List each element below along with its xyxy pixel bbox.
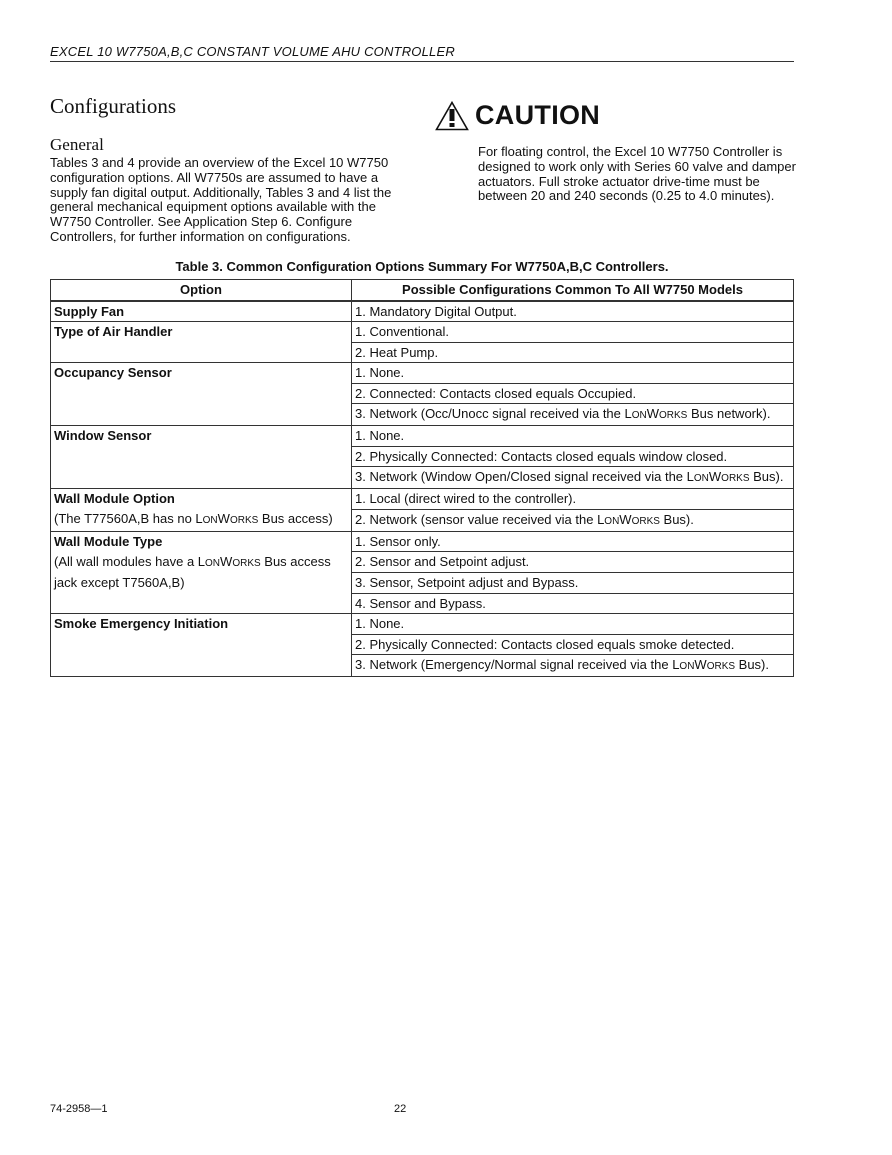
table-row — [51, 531, 794, 552]
configuration-cell: 1. Conventional. — [352, 322, 794, 343]
lonworks-trademark: LONWORKS — [624, 406, 688, 421]
section-subtitle: General — [50, 135, 104, 154]
configuration-cell: 4. Sensor and Bypass. — [352, 593, 794, 614]
table-row — [51, 363, 794, 384]
option-cell: Smoke Emergency Initiation — [51, 614, 352, 635]
caution-text: For floating control, the Excel 10 W7750 Controller is designed to work only with Series 60 valve and damper actuators. Full stroke actuator drive-time must be between 20 and 240 seconds (0.25 to 4.0 minutes). — [478, 144, 796, 204]
configuration-cell: 2. Heat Pump. — [352, 342, 794, 363]
table-row — [51, 467, 794, 489]
caution-box — [435, 100, 795, 204]
lonworks-trademark: LONWORKS — [197, 553, 261, 569]
option-cell: Type of Air Handler — [51, 322, 352, 343]
option-cell — [51, 446, 352, 467]
table-row — [51, 509, 794, 531]
lonworks-trademark: LONWORKS — [686, 469, 750, 484]
configuration-cell: 3. Network (Window Open/Closed signal received via the LONWORKS Bus). — [352, 467, 794, 489]
lonworks-trademark: LONWORKS — [195, 511, 259, 526]
configuration-cell: 1. None. — [352, 363, 794, 384]
intro-paragraph: Tables 3 and 4 provide an overview of the Excel 10 W7750 configuration options. All W7750s are assumed to have a supply fan digital output. Additionally, Tables 3 and 4 list the general mechanical equipment options available with the W7750 Controller. See Application Step 6. Configure Controllers, for further information on configurations. — [50, 155, 392, 244]
running-header: EXCEL 10 W7750A,B,C CONSTANT VOLUME AHU CONTROLLER — [50, 44, 794, 62]
option-cell: jack except T7560A,B) — [51, 573, 352, 594]
table-row — [51, 655, 794, 677]
configuration-cell: 1. Sensor only. — [352, 531, 794, 552]
table-row — [51, 383, 794, 404]
table-row — [51, 322, 794, 343]
option-cell — [51, 383, 352, 404]
option-cell: Wall Module Option — [51, 489, 352, 510]
option-cell — [51, 342, 352, 363]
lonworks-trademark: LONWORKS — [597, 511, 660, 527]
lonworks-trademark: LONWORKS — [672, 657, 736, 672]
configuration-cell: 3. Network (Occ/Unocc signal received via the LONWORKS Bus network). — [352, 404, 794, 426]
section-title: Configurations — [50, 94, 176, 118]
option-cell: Window Sensor — [51, 426, 352, 447]
table-row — [51, 489, 794, 510]
configuration-cell: 1. Local (direct wired to the controller). — [352, 489, 794, 510]
configuration-cell: 1. None. — [352, 614, 794, 635]
table-caption: Table 3. Common Configuration Options Summary For W7750A,B,C Controllers. — [175, 259, 669, 274]
option-cell — [51, 404, 352, 426]
configuration-cell: 3. Network (Emergency/Normal signal received via the LONWORKS Bus). — [352, 655, 794, 677]
table-row — [51, 301, 794, 322]
configuration-cell: 2. Physically Connected: Contacts closed equals smoke detected. — [352, 634, 794, 655]
document-number: 74-2958—1 — [50, 1103, 108, 1115]
configuration-cell: 1. Mandatory Digital Output. — [352, 301, 794, 322]
option-cell — [51, 467, 352, 489]
configuration-cell: 2. Physically Connected: Contacts closed equals window closed. — [352, 446, 794, 467]
option-cell — [51, 593, 352, 614]
configuration-table — [50, 279, 794, 677]
configuration-cell: 3. Sensor, Setpoint adjust and Bypass. — [352, 573, 794, 594]
table-row — [51, 614, 794, 635]
column-header-configurations: Possible Configurations Common To All W7750 Models — [352, 280, 794, 301]
table-row — [51, 404, 794, 426]
option-cell: (All wall modules have a LONWORKS Bus access — [51, 552, 352, 573]
option-cell: Wall Module Type — [51, 531, 352, 552]
option-cell — [51, 634, 352, 655]
option-cell: Occupancy Sensor — [51, 363, 352, 384]
option-cell — [51, 655, 352, 677]
table-row — [51, 634, 794, 655]
table-row — [51, 426, 794, 447]
warning-triangle-icon — [435, 101, 469, 131]
table-row — [51, 552, 794, 573]
configuration-cell: 2. Connected: Contacts closed equals Occupied. — [352, 383, 794, 404]
caution-title: CAUTION — [475, 100, 601, 130]
option-cell: (The T77560A,B has no LONWORKS Bus access) — [51, 509, 352, 531]
table-row — [51, 446, 794, 467]
table-row — [51, 593, 794, 614]
configuration-cell: 2. Network (sensor value received via the LONWORKS Bus). — [352, 509, 794, 531]
table-row — [51, 573, 794, 594]
configuration-cell: 1. None. — [352, 426, 794, 447]
table-row — [51, 342, 794, 363]
option-cell: Supply Fan — [51, 301, 352, 322]
configuration-cell: 2. Sensor and Setpoint adjust. — [352, 552, 794, 573]
page-number: 22 — [394, 1103, 407, 1115]
column-header-option: Option — [51, 280, 352, 301]
